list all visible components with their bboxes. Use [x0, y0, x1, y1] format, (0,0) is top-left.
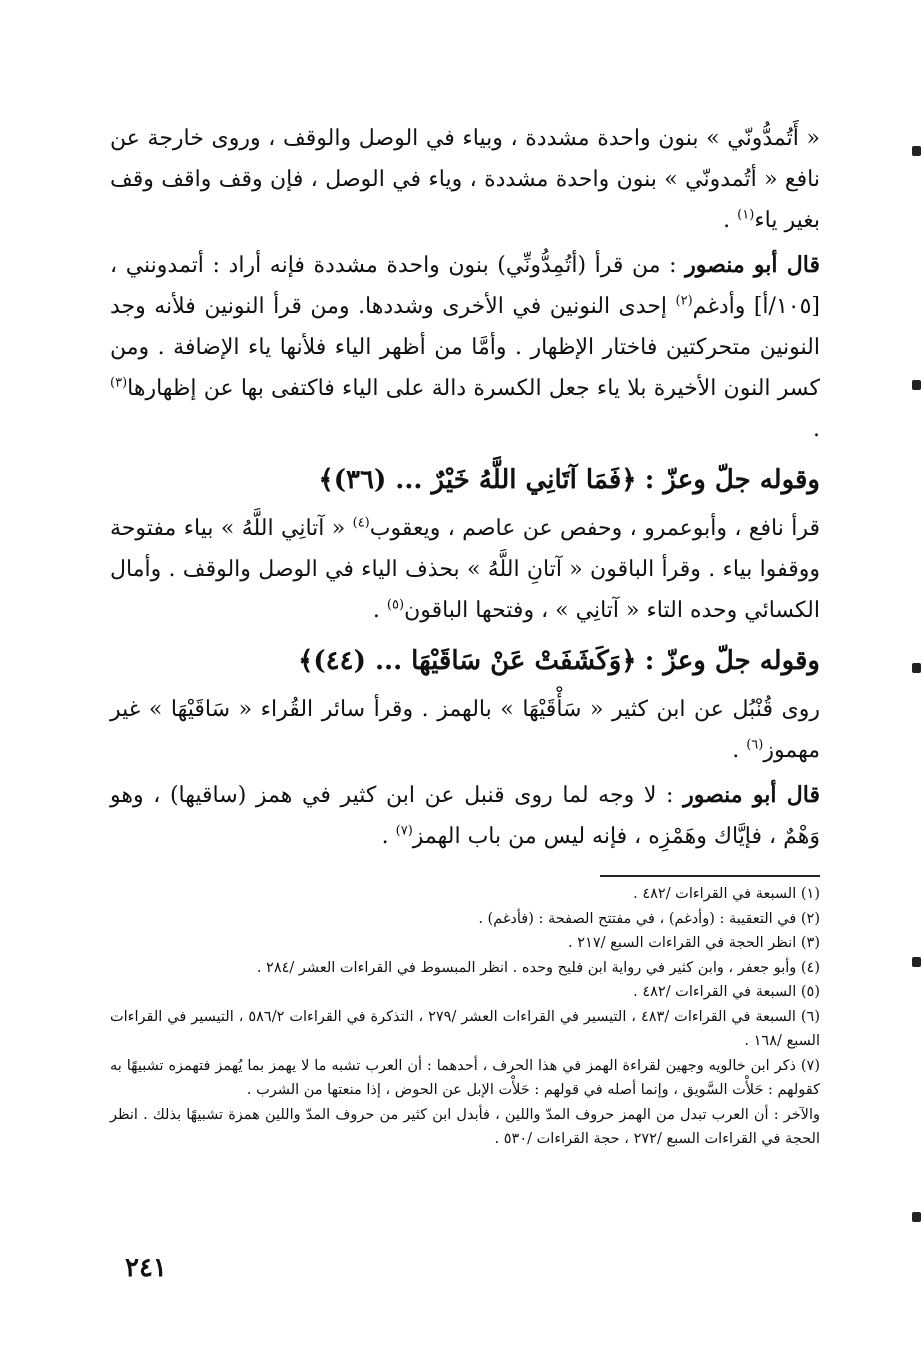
paragraph-5: [110, 775, 820, 857]
footnote: (٢) في التعقيبة : (وأدغم) ، في مفتتح الصفحة : (فأدغم) .: [478, 910, 820, 927]
paragraph-3-text-b: « آتانِي اللَّهُ » بياء مفتوحة ووقفوا بياء . وقرأ الباقون « آتانِ اللَّهُ » بحذف الياء في الوصل والوقف . وأمال الكسائي وحده التاء « آتانِي » ، وفتحها الباقون: [110, 516, 820, 623]
footnotes: [110, 882, 820, 1152]
paragraph-2-lead: قال أبو منصور: [685, 252, 820, 278]
paragraph-3-end: .: [372, 598, 387, 623]
footnote: (٣) انظر الحجة في القراءات السبع /٢١٧ .: [568, 935, 820, 951]
footnote-separator: [600, 875, 820, 877]
paragraph-1-text: « أَتُمدُّونّي » بنون واحدة مشددة ، وبياء في الوصل والوقف ، وروى خارجة عن نافع « أتُمدونّي » بنون واحدة مشددة ، وياء في الوصل ، فإن وقف واقف وقف بغير ياء: [110, 126, 820, 233]
margin-mark: [912, 380, 921, 390]
verse-1-text: ﴿فَمَا آتَانِي اللَّهُ خَيْرٌ ... (٣٦)﴾: [318, 465, 637, 495]
margin-mark: [912, 663, 921, 673]
footnote: (٧) ذكر ابن خالويه وجهين لقراءة الهمز في هذا الحرف ، أحدهما : أن العرب تشبه ما لا يهمز بما يُهمز فتهمزه تشبيهًا به كقولهم : حَلأْت السَّويق ، وإنما أصله في قولهم : حَلأْت الإبل عن الحوض ، إذا منعتها من الشرب .: [110, 1057, 820, 1098]
footnote-ref-2: (٢): [675, 293, 693, 309]
verse-2-lead: وقوله جلّ وعزّ :: [644, 646, 820, 676]
footnote: (١) السبعة في القراءات /٤٨٢ .: [633, 886, 820, 902]
paragraph-5-text: : لا وجه لما روى قنبل عن ابن كثير في همز (ساقيها) ، وهو وَهْمٌ ، فإيَّاك وهَمْزِه ، فإنه ليس من باب الهمز: [110, 783, 820, 849]
verse-1-lead: وقوله جلّ وعزّ :: [644, 465, 820, 495]
paragraph-2-text-b: إحدى النونين في الأخرى وشددها. ومن قرأ النونين فلأنه وجد النونين متحركتين فاختار الإظهار . وأمَّا من أظهر الياء فلأنها ياء الإضافة . ومن كسر النون الأخيرة بلا ياء جعل الكسرة دالة على الياء فاكتفى بها عن إظهارها: [110, 294, 820, 401]
paragraph-4-text: روى قُنْبُل عن ابن كثير « سَأْقَيْهَا » بالهمز . وقرأ سائر القُراء « سَاقَيْهَا » غير مهموز: [110, 697, 820, 763]
paragraph-3: [110, 508, 820, 631]
footnote: (٦) السبعة في القراءات /٤٨٣ ، التيسير في القراءات العشر /٢٧٩ ، التذكرة في القراءات ٥٨٦/٢ ، التيسير في القراءات السبع /١٦٨ .: [110, 1008, 820, 1049]
paragraph-5-lead: قال أبو منصور: [683, 782, 820, 808]
footnote: والآخر : أن العرب تبدل من الهمز حروف المدّ واللين ، فأبدل ابن كثير من حروف المدّ واللين همزة تشبيهًا بذلك . انظر الحجة في القراءات السبع /٢٧٢ ، حجة القراءات /٥٣٠ .: [110, 1106, 820, 1147]
paragraph-1: [110, 118, 820, 241]
main-text: [110, 118, 820, 857]
paragraph-2: [110, 245, 820, 450]
paragraph-4-end: .: [732, 738, 747, 763]
paragraph-4: [110, 689, 820, 771]
footnote-ref-7: (٧): [395, 823, 413, 839]
footnote-ref-6: (٦): [746, 737, 764, 753]
margin-mark: [912, 146, 921, 156]
footnote-ref-1: (١): [737, 207, 755, 223]
verse-heading-1: [110, 456, 820, 504]
margin-mark: [912, 1212, 921, 1222]
paragraph-3-text: قرأ نافع ، وأبوعمرو ، وحفص عن عاصم ، ويعقوب: [369, 516, 820, 541]
footnote: (٥) السبعة في القراءات /٤٨٢ .: [633, 984, 820, 1000]
footnote-ref-4: (٤): [352, 515, 370, 531]
footnote-ref-5: (٥): [386, 597, 405, 613]
verse-2-text: ﴿وَكَشَفَتْ عَنْ سَاقَيْهَا ... (٤٤)﴾: [298, 646, 637, 676]
footnote: (٤) وأبو جعفر ، وابن كثير في رواية ابن فليح وحده . انظر المبسوط في القراءات العشر /٢٨٤ .: [256, 959, 820, 976]
page-number: ٢٤١: [125, 1253, 167, 1283]
footnote-ref-3: (٣): [110, 375, 128, 391]
paragraph-2-text: : من قرأ (أتُمِدُّونِّي) بنون واحدة مشددة فإنه أراد : أتمدونني ، [١٠٥/أ] وأدغم: [110, 253, 821, 319]
verse-heading-2: [110, 637, 820, 685]
margin-mark: [912, 957, 921, 967]
paragraph-5-end: .: [381, 824, 396, 849]
paragraph-2-end: .: [813, 417, 820, 442]
paragraph-1-end: .: [723, 208, 738, 233]
